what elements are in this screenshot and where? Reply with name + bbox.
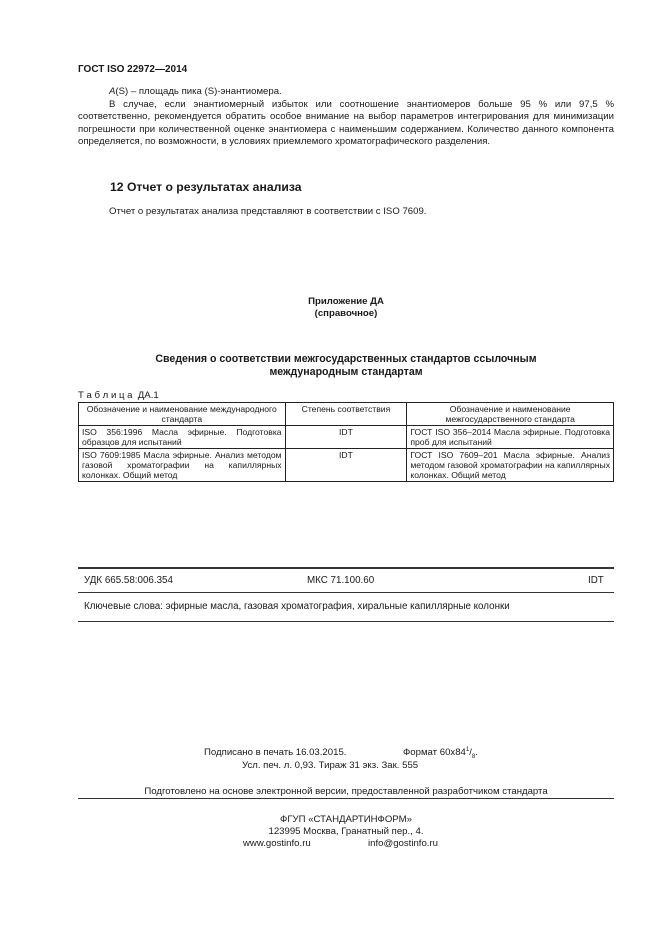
area-definition-text: (S) – площадь пика (S)-энантиомера. — [115, 86, 282, 97]
table-cell: ГОСТ ISO 356–2014 Масла эфирные. Подготовка проб для испытаний — [407, 426, 614, 449]
udk-code: УДК 665.58:006.354 — [84, 575, 173, 586]
format-denominator: 8 — [471, 754, 476, 761]
publisher-name: ФГУП «СТАНДАРТИНФОРМ» — [280, 814, 412, 825]
table-cell: ISO 356:1996 Масла эфирные. Подготовка образцов для испытаний — [79, 426, 286, 449]
appendix-heading-line1: Сведения о соответствии межгосударственных стандартов ссылочным — [155, 353, 537, 365]
table-header-cell: Обозначение и наименование межгосударственного стандарта — [407, 403, 614, 426]
signed-date: Подписано в печать 16.03.2015. — [204, 747, 347, 758]
correspondence-table-wrap — [78, 402, 614, 482]
format-prefix: Формат 60х84 — [403, 747, 466, 759]
recommendation-paragraph: В случае, если энантиомерный избыток или соотношение энантиомеров больше 95 % или 97,5 % соответственно, рекомендуется обратить особое внимание на выбор параметров интегрирования для минимизации погрешности при количественной оценке энантиомера с наименьшим содержанием. Количество данного компонента определяется, по возможности, в условиях приемлемого хроматографического разделения. — [78, 98, 614, 148]
table-cell: IDT — [285, 449, 407, 482]
table-header-cell: Обозначение и наименование международного стандарта — [79, 403, 286, 426]
document-header: ГОСТ ISO 22972—2014 — [78, 64, 188, 75]
appendix-subtitle: (справочное) — [314, 308, 378, 319]
publisher-email[interactable]: info@gostinfo.ru — [368, 838, 439, 849]
imprint-rule — [78, 798, 614, 799]
mks-code: МКС 71.100.60 — [307, 575, 375, 586]
area-variable: A — [109, 86, 116, 97]
section-text — [78, 206, 614, 219]
paper-format: Формат $60х84^1/_8$. — [403, 747, 478, 761]
peak-area-definition — [78, 86, 614, 99]
footer-middle-rule — [78, 592, 614, 593]
table-header-row — [79, 403, 614, 426]
table-row — [79, 449, 614, 482]
section-paragraph: Отчет о результатах анализа представляют в соответствии с ISO 7609. — [109, 206, 427, 217]
body-text — [78, 86, 614, 149]
printing-details: Усл. печ. л. 0,93. Тираж 31 экз. Зак. 555 — [242, 760, 419, 771]
format-numerator: 1 — [465, 747, 470, 753]
footer-bottom-rule — [78, 621, 614, 622]
prepared-note: Подготовлено на основе электронной версии, предоставленной разработчиком стандарта — [144, 786, 548, 797]
table-cell: IDT — [285, 426, 407, 449]
correspondence-table — [78, 402, 614, 482]
table-cell: ГОСТ ISO 7609–201 Масла эфирные. Анализ методом газовой хроматографии на капиллярных колонках. Общий метод — [407, 449, 614, 482]
appendix-heading-line2: международным стандартам — [269, 366, 423, 378]
publisher-address: 123995 Москва, Гранатный пер., 4. — [268, 826, 424, 837]
table-cell: ISO 7609:1985 Масла эфирные. Анализ методом газовой хроматографии на капиллярных колонках. Общий метод — [79, 449, 286, 482]
publisher-website[interactable]: www.gostinfo.ru — [243, 838, 311, 849]
appendix-title: Приложение ДА — [308, 296, 384, 307]
keywords: Ключевые слова: эфирные масла, газовая хроматография, хиральные капиллярные колонки — [84, 601, 510, 612]
section-heading: 12 Отчет о результатах анализа — [110, 180, 302, 194]
idt-code: IDT — [588, 575, 604, 586]
table-header-cell: Степень соответствия — [285, 403, 407, 426]
table-row — [79, 426, 614, 449]
table-label: Т а б л и ц а ДА.1 — [78, 390, 159, 401]
footer-top-rule — [78, 567, 614, 569]
